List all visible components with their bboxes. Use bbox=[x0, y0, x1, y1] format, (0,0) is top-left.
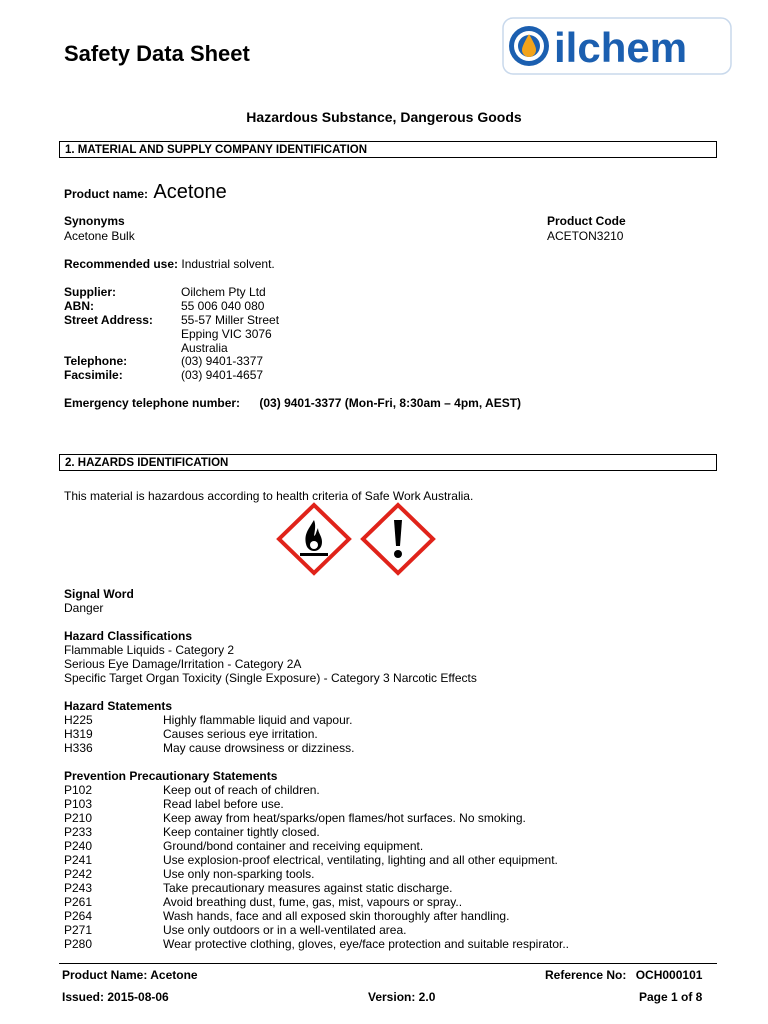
classification-item: Serious Eye Damage/Irritation - Category 2A bbox=[64, 657, 302, 671]
section-2-header bbox=[59, 454, 717, 471]
prevention-text: Keep out of reach of children. bbox=[163, 783, 320, 797]
prevention-code: P233 bbox=[64, 825, 93, 839]
page-title: Safety Data Sheet bbox=[64, 41, 250, 66]
ghs-pictograms bbox=[276, 502, 436, 576]
prevention-row bbox=[64, 811, 704, 825]
statement-text: May cause drowsiness or dizziness. bbox=[163, 741, 355, 755]
hazard-intro: This material is hazardous according to health criteria of Safe Work Australia. bbox=[64, 489, 474, 503]
emergency-row bbox=[64, 396, 521, 410]
footer-divider bbox=[59, 963, 717, 964]
document-subtitle: Hazardous Substance, Dangerous Goods bbox=[246, 109, 522, 125]
supplier-label: Supplier: bbox=[64, 285, 117, 299]
prevention-row bbox=[64, 825, 704, 839]
logo-graphic bbox=[502, 17, 732, 75]
abn-value: 55 006 040 080 bbox=[181, 299, 265, 313]
exclamation-pictogram-icon bbox=[363, 505, 433, 573]
prevention-text: Keep container tightly closed. bbox=[163, 825, 320, 839]
prevention-row bbox=[64, 895, 704, 909]
prevention-row bbox=[64, 923, 704, 937]
telephone-value: (03) 9401-3377 bbox=[181, 354, 264, 368]
prevention-text: Use explosion-proof electrical, ventilating, lighting and all other equipment. bbox=[163, 853, 558, 867]
street-address-line1: 55-57 Miller Street bbox=[181, 313, 280, 327]
recommended-use-label: Recommended use: bbox=[64, 257, 179, 271]
footer-page-number: Page 1 of 8 bbox=[639, 990, 703, 1004]
hazard-statement-row bbox=[64, 741, 704, 755]
prevention-code: P241 bbox=[64, 853, 93, 867]
emergency-label: Emergency telephone number: bbox=[64, 396, 241, 410]
statement-code: H336 bbox=[64, 741, 93, 755]
statement-code: H225 bbox=[64, 713, 93, 727]
footer-version: Version: 2.0 bbox=[368, 990, 436, 1004]
street-address-line3: Australia bbox=[181, 341, 228, 355]
street-address-label: Street Address: bbox=[64, 313, 153, 327]
footer-reference bbox=[545, 968, 702, 982]
abn-label: ABN: bbox=[64, 299, 94, 313]
synonyms-value: Acetone Bulk bbox=[64, 229, 135, 243]
prevention-code: P261 bbox=[64, 895, 93, 909]
recommended-use-row bbox=[64, 257, 275, 271]
classification-item: Flammable Liquids - Category 2 bbox=[64, 643, 235, 657]
prevention-row bbox=[64, 839, 704, 853]
hazard-statements-label: Hazard Statements bbox=[64, 699, 173, 713]
prevention-code: P264 bbox=[64, 909, 93, 923]
footer-reference-label: Reference No: bbox=[545, 968, 627, 982]
street-address-line2: Epping VIC 3076 bbox=[181, 327, 272, 341]
oilchem-logo bbox=[502, 17, 732, 75]
prevention-text: Wash hands, face and all exposed skin thoroughly after handling. bbox=[163, 909, 510, 923]
section-2-title: 2. HAZARDS IDENTIFICATION bbox=[65, 457, 229, 469]
product-code-label: Product Code bbox=[547, 214, 626, 228]
telephone-label: Telephone: bbox=[64, 354, 128, 368]
prevention-text: Ground/bond container and receiving equipment. bbox=[163, 839, 424, 853]
statement-text: Causes serious eye irritation. bbox=[163, 727, 318, 741]
prevention-code: P240 bbox=[64, 839, 93, 853]
prevention-row bbox=[64, 797, 704, 811]
prevention-code: P243 bbox=[64, 881, 93, 895]
prevention-code: P242 bbox=[64, 867, 93, 881]
prevention-statements-label: Prevention Precautionary Statements bbox=[64, 769, 278, 783]
prevention-row bbox=[64, 937, 704, 951]
prevention-text: Use only outdoors or in a well-ventilated area. bbox=[163, 923, 407, 937]
prevention-text: Wear protective clothing, gloves, eye/face protection and suitable respirator.. bbox=[163, 937, 570, 951]
prevention-row bbox=[64, 909, 704, 923]
hazard-statement-row bbox=[64, 713, 704, 727]
hazard-classifications-label: Hazard Classifications bbox=[64, 629, 193, 643]
section-1-header bbox=[59, 141, 717, 158]
facsimile-value: (03) 9401-4657 bbox=[181, 368, 264, 382]
prevention-code: P210 bbox=[64, 811, 93, 825]
hazard-statement-row bbox=[64, 727, 704, 741]
prevention-row bbox=[64, 853, 704, 867]
synonyms-label: Synonyms bbox=[64, 214, 125, 228]
footer-reference-value: OCH000101 bbox=[635, 968, 703, 982]
prevention-code: P102 bbox=[64, 783, 93, 797]
footer-issued-date: Issued: 2015-08-06 bbox=[62, 990, 169, 1004]
prevention-text: Read label before use. bbox=[163, 797, 284, 811]
prevention-text: Avoid breathing dust, fume, gas, mist, vapours or spray.. bbox=[163, 895, 463, 909]
ghs-pictogram-graphics bbox=[276, 502, 436, 576]
signal-word-label: Signal Word bbox=[64, 587, 134, 601]
prevention-text: Take precautionary measures against static discharge. bbox=[163, 881, 453, 895]
product-name-row bbox=[64, 181, 227, 203]
signal-word-value: Danger bbox=[64, 601, 104, 615]
facsimile-label: Facsimile: bbox=[64, 368, 123, 382]
logo-wordmark: ilchem bbox=[554, 24, 688, 71]
prevention-row bbox=[64, 783, 704, 797]
product-name-label: Product name: bbox=[64, 187, 149, 201]
product-name-value: Acetone bbox=[153, 181, 227, 203]
prevention-code: P103 bbox=[64, 797, 93, 811]
prevention-row bbox=[64, 881, 704, 895]
flame-pictogram-icon bbox=[279, 505, 349, 573]
prevention-text: Use only non-sparking tools. bbox=[163, 867, 315, 881]
prevention-code: P271 bbox=[64, 923, 93, 937]
supplier-value: Oilchem Pty Ltd bbox=[181, 285, 266, 299]
prevention-code: P280 bbox=[64, 937, 93, 951]
footer-product-name: Product Name: Acetone bbox=[62, 968, 198, 982]
emergency-value: (03) 9401-3377 (Mon-Fri, 8:30am – 4pm, AEST) bbox=[259, 396, 522, 410]
statement-code: H319 bbox=[64, 727, 93, 741]
classification-item: Specific Target Organ Toxicity (Single Exposure) - Category 3 Narcotic Effects bbox=[64, 671, 477, 685]
product-code-value: ACETON3210 bbox=[547, 229, 624, 243]
statement-text: Highly flammable liquid and vapour. bbox=[163, 713, 353, 727]
recommended-use-value: Industrial solvent. bbox=[181, 257, 275, 271]
section-1-title: 1. MATERIAL AND SUPPLY COMPANY IDENTIFICATION bbox=[65, 144, 368, 156]
prevention-text: Keep away from heat/sparks/open flames/hot surfaces. No smoking. bbox=[163, 811, 526, 825]
prevention-row bbox=[64, 867, 704, 881]
